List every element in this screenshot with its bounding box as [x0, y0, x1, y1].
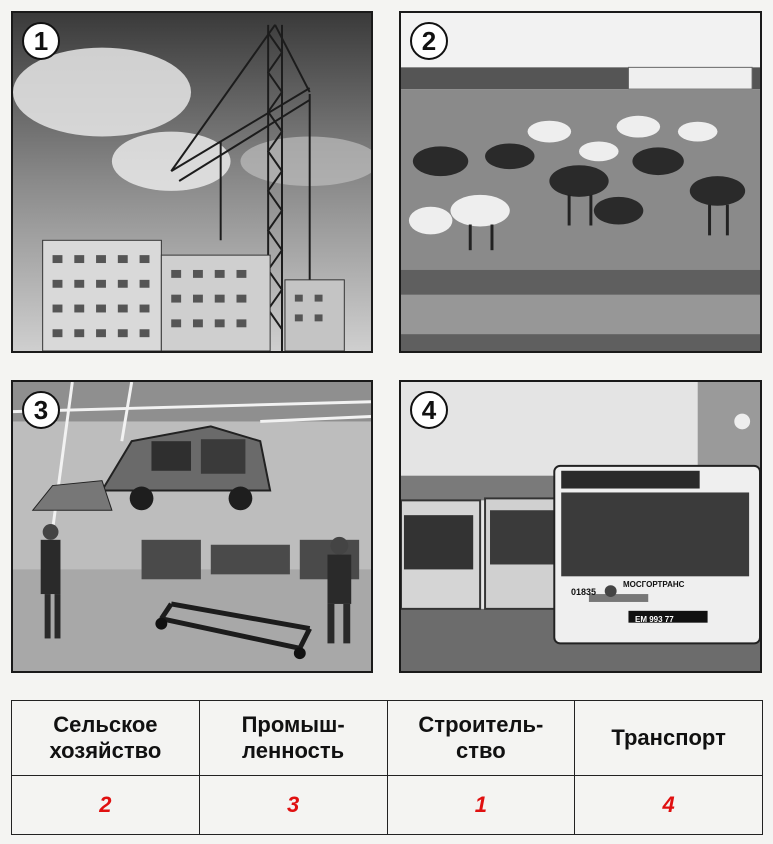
answer-table [11, 700, 763, 835]
table-answer-row [12, 776, 763, 835]
header-line: Промыш- [241, 712, 345, 737]
bus-plate: ЕМ 993 77 [635, 615, 674, 624]
bus-fleet-number: 01835 [571, 587, 597, 597]
cattle-illustration [401, 13, 760, 351]
photo-1-construction [11, 11, 373, 353]
header-construction [387, 701, 575, 776]
header-line: Сельское [53, 712, 158, 737]
construction-illustration [13, 13, 371, 351]
header-line: ленность [242, 738, 345, 763]
photo-number-badge: 4 [410, 391, 448, 429]
header-line: хозяйство [49, 738, 162, 763]
answer-agriculture: 2 [12, 776, 200, 835]
photo-number-badge: 2 [410, 22, 448, 60]
answer-construction: 1 [387, 776, 575, 835]
header-agriculture [12, 701, 200, 776]
factory-illustration [13, 382, 371, 671]
photo-4-buses [399, 380, 762, 673]
header-line: Транспорт [611, 725, 726, 750]
header-industry [199, 701, 387, 776]
photo-number-badge: 1 [22, 22, 60, 60]
photo-3-car-factory [11, 380, 373, 673]
header-line: Строитель- [418, 712, 544, 737]
answer-industry: 3 [199, 776, 387, 835]
answer-transport: 4 [575, 776, 763, 835]
header-transport [575, 701, 763, 776]
bus-company-label: МОСГОРТРАНС [623, 580, 685, 589]
header-line: ство [456, 738, 506, 763]
table-header-row [12, 701, 763, 776]
buses-illustration [401, 382, 760, 671]
photo-2-cattle [399, 11, 762, 353]
photo-number-badge: 3 [22, 391, 60, 429]
